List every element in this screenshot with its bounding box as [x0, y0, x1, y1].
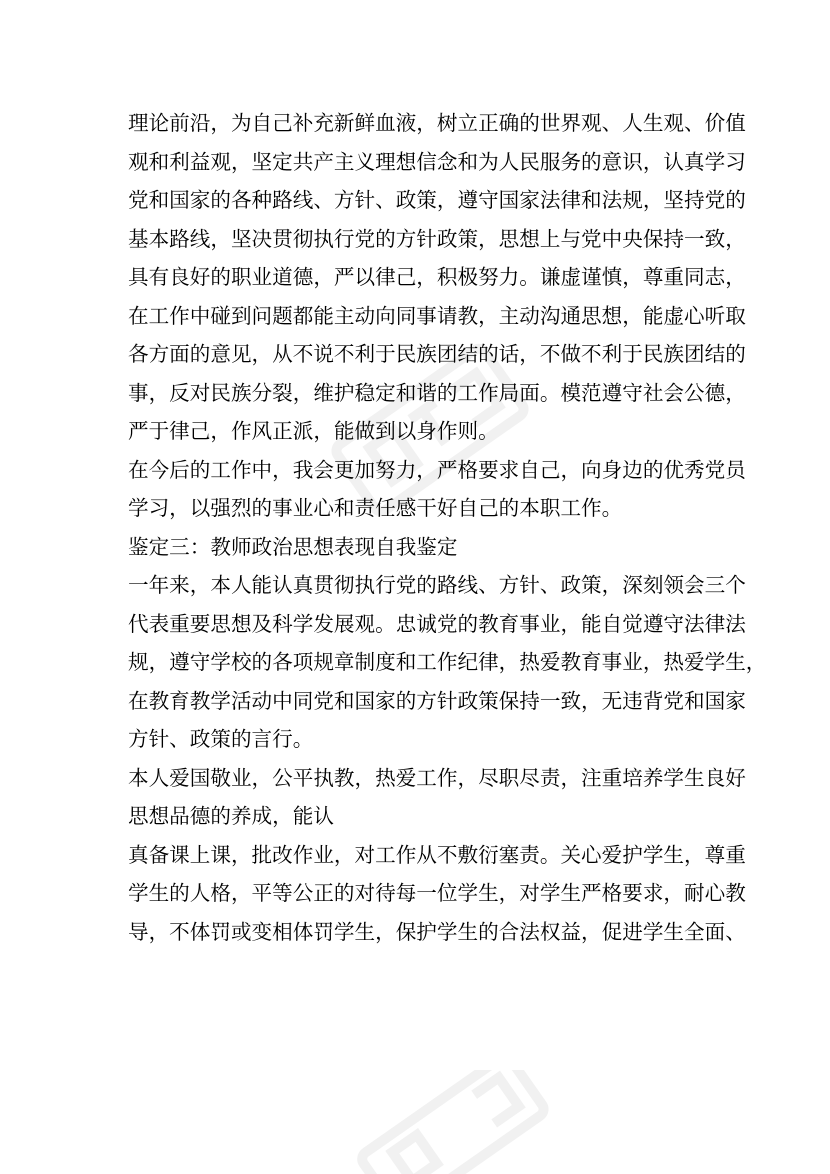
text-line: 在今后的工作中，我会更加努力，严格要求自己，向身边的优秀党员 — [128, 457, 746, 482]
text-line: 各方面的意见，从不说不利于民族团结的话，不做不利于民族团结的 — [128, 342, 746, 366]
text-line: 在教育教学活动中同党和国家的方针政策保持一致，无违背党和国家 — [128, 688, 746, 713]
text-line: 事，反对民族分裂，维护稳定和谐的工作局面。模范遵守社会公德， — [128, 380, 746, 405]
watermark-logo-icon — [320, 1070, 580, 1174]
text-line: 真备课上课，批改作业，对工作从不敷衍塞责。关心爱护学生，尊重 — [128, 842, 746, 867]
text-line: 思想品德的养成，能认 — [128, 804, 334, 828]
text-line: 基本路线，坚决贯彻执行党的方针政策，思想上与党中央保持一致， — [128, 226, 746, 251]
text-line: 鉴定三：教师政治思想表现自我鉴定 — [128, 534, 458, 559]
text-line: 严于律己，作风正派，能做到以身作则。 — [128, 419, 499, 443]
text-line: 一年来，本人能认真贯彻执行党的路线、方针、政策，深刻领会三个 — [128, 573, 746, 597]
text-line: 学习，以强烈的事业心和责任感干好自己的本职工作。 — [128, 496, 623, 520]
text-line: 在工作中碰到问题都能主动向同事请教，主动沟通思想，能虚心听取 — [128, 303, 746, 328]
text-line: 规，遵守学校的各项规章制度和工作纪律，热爱教育事业，热爱学生， — [128, 650, 767, 674]
text-line: 党和国家的各种路线、方针、政策，遵守国家法律和法规，坚持党的 — [128, 188, 746, 212]
text-line: 本人爱国敬业，公平执教，热爱工作，尽职尽责，注重培养学生良好 — [128, 765, 746, 790]
text-line: 导，不体罚或变相体罚学生，保护学生的合法权益，促进学生全面、 — [128, 919, 746, 944]
text-line: 观和利益观，坚定共产主义理想信念和为人民服务的意识，认真学习 — [128, 149, 746, 174]
text-line: 具有良好的职业道德，严以律己，积极努力。谦虚谨慎，尊重同志， — [128, 265, 746, 289]
text-line: 方针、政策的言行。 — [128, 727, 314, 751]
text-line: 学生的人格，平等公正的对待每一位学生，对学生严格要求，耐心教 — [128, 881, 746, 905]
body-text — [128, 104, 767, 951]
text-line: 代表重要思想及科学发展观。忠诚党的教育事业，能自觉遵守法律法 — [128, 611, 746, 636]
text-line: 理论前沿，为自己补充新鲜血液，树立正确的世界观、人生观、价值 — [128, 111, 746, 135]
